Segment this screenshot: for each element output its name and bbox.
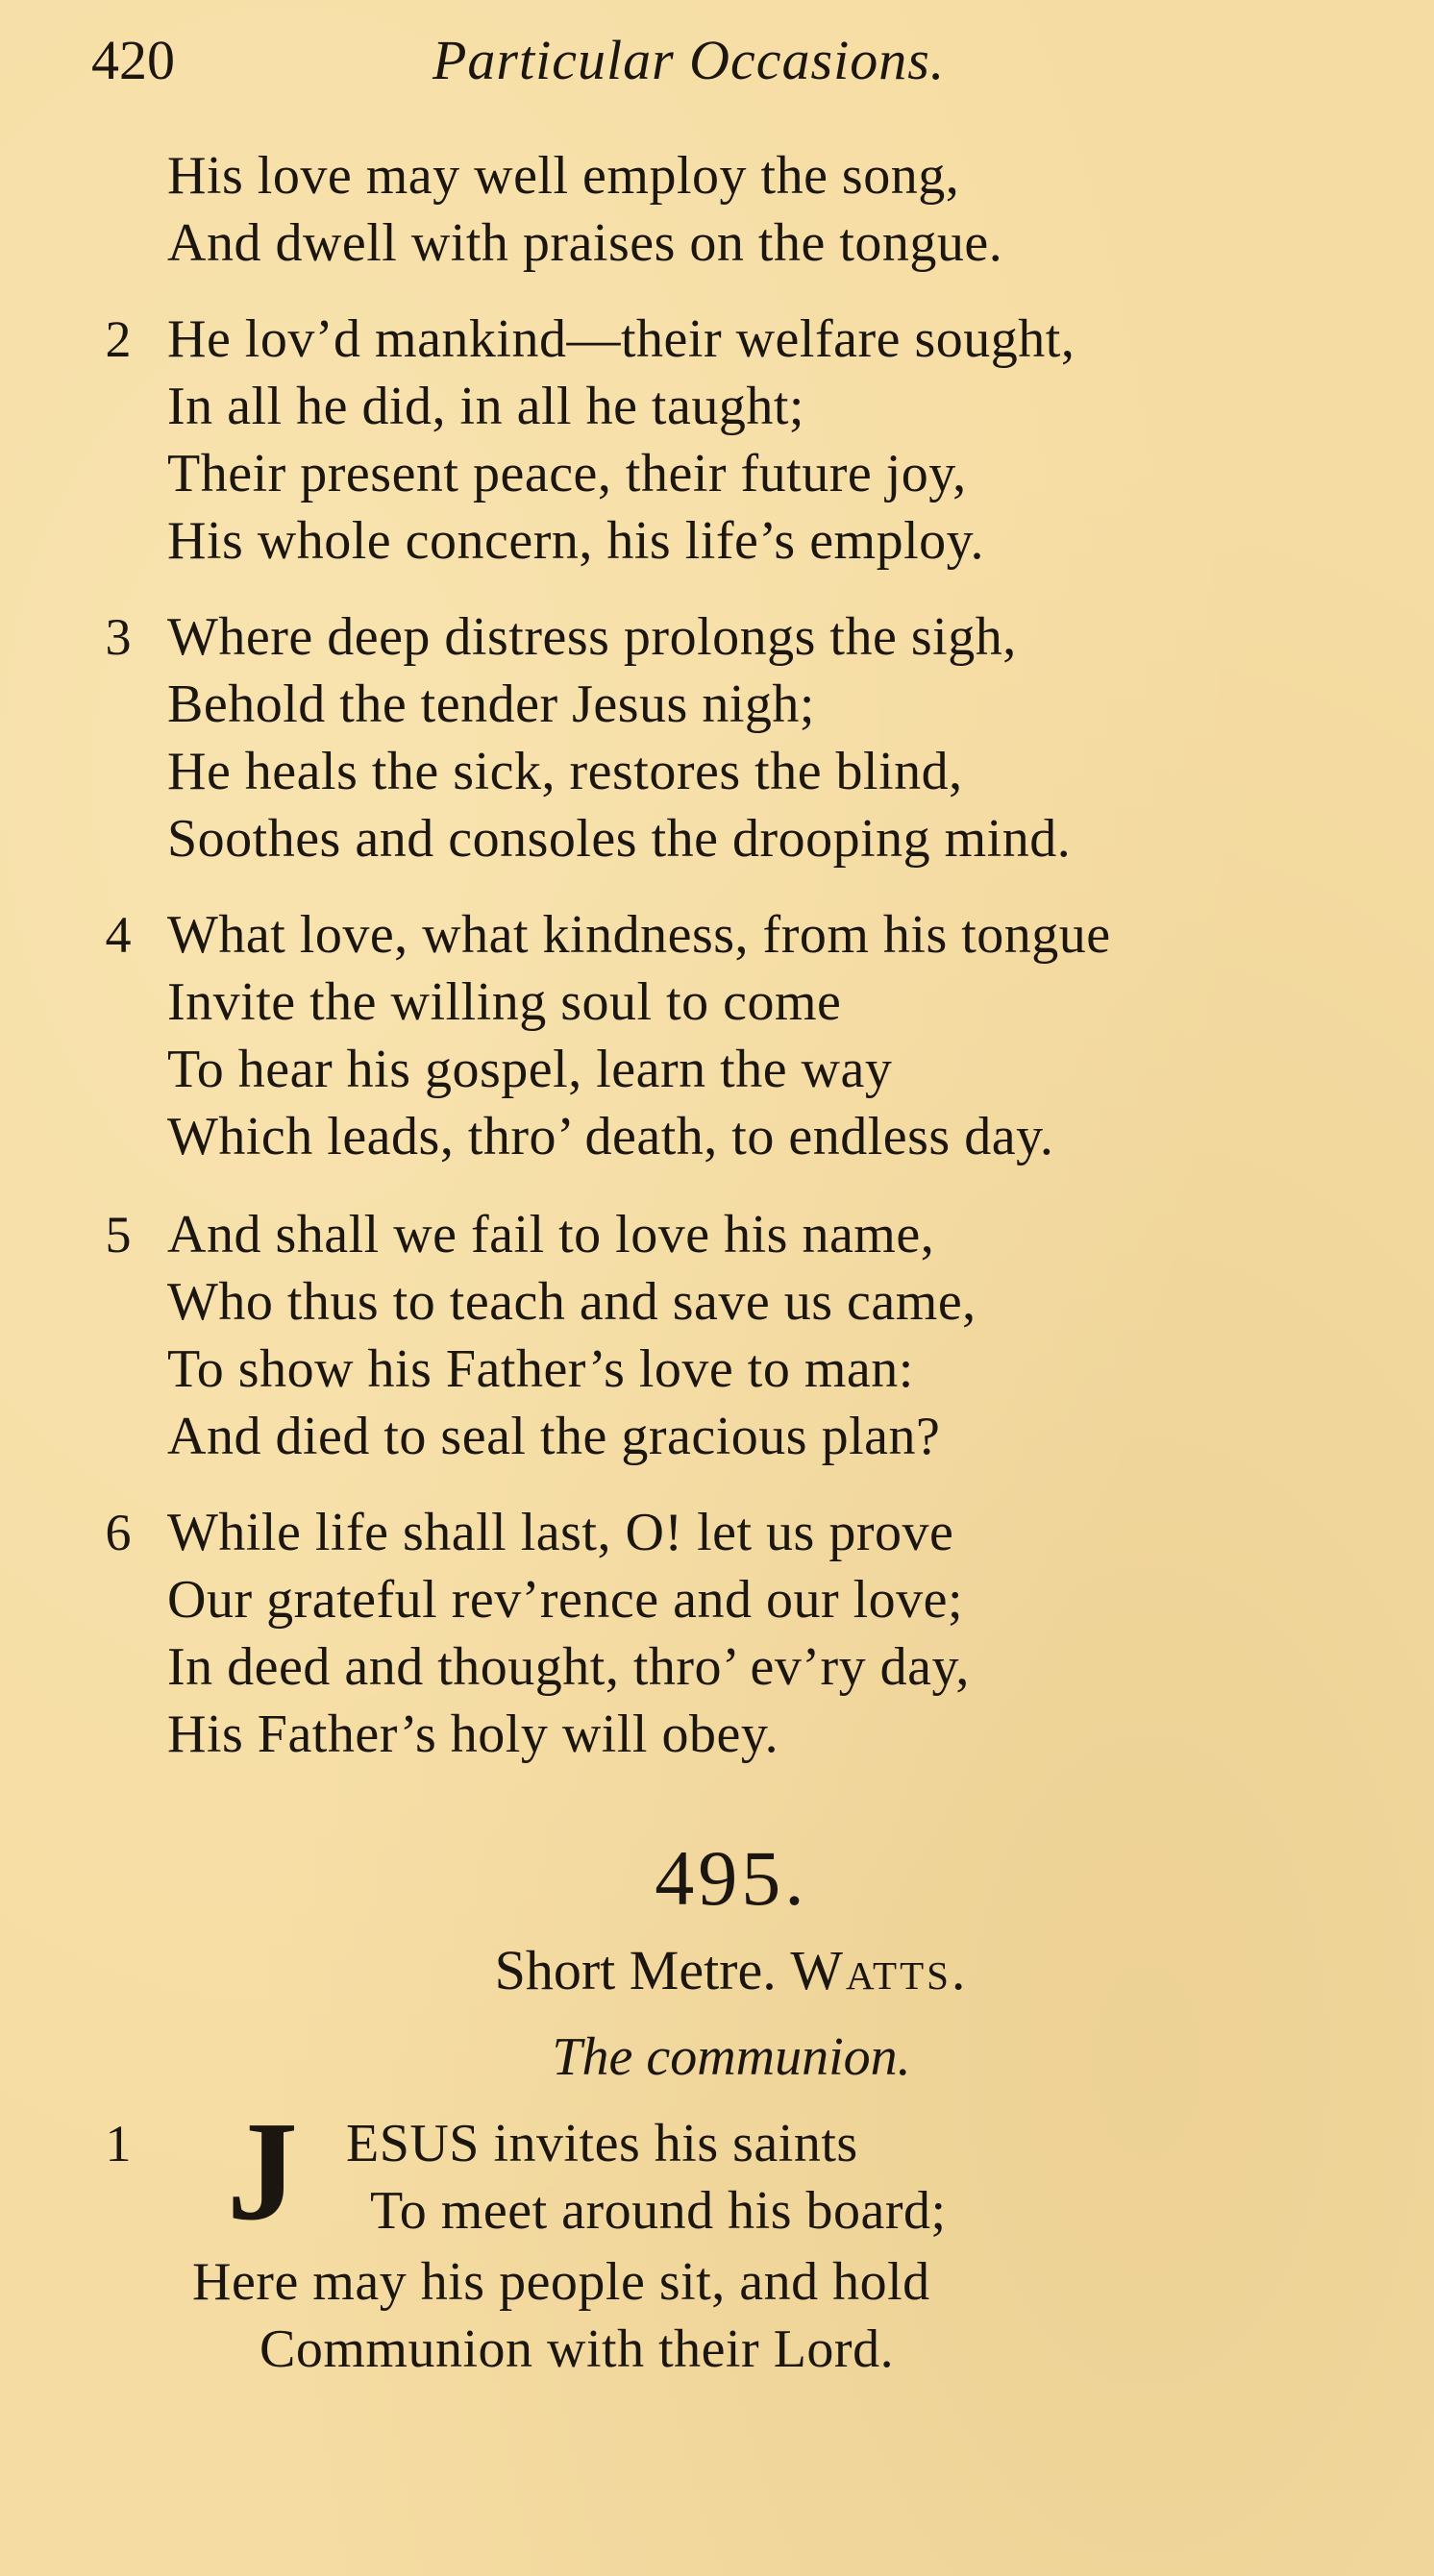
verse-line: Their present peace, their future joy, (167, 444, 967, 503)
verse-line: Which leads, thro’ death, to endless day. (167, 1107, 1054, 1166)
verse-line: His Father’s holy will obey. (167, 1705, 779, 1764)
verse-line: In all he did, in all he taught; (167, 377, 804, 436)
hymn-number: 495. (655, 1834, 808, 1922)
verse-number: 6 (105, 1504, 132, 1561)
verse-line: Communion with their Lord. (260, 2319, 895, 2379)
hymn-author: Watts. (790, 1939, 969, 2001)
page-number: 420 (91, 29, 175, 91)
verse-line: What love, what kindness, from his tongue (167, 905, 1111, 965)
verse-line: And dwell with praises on the tongue. (167, 213, 1003, 273)
verse-line: Invite the willing soul to come (167, 972, 842, 1032)
verse-number: 1 (105, 2115, 132, 2172)
verse-number: 4 (105, 906, 132, 964)
verse-number: 2 (105, 310, 132, 368)
verse-line: His whole concern, his life’s employ. (167, 511, 985, 571)
verse-line: To meet around his board; (370, 2181, 947, 2241)
verse-number: 5 (105, 1206, 132, 1263)
verse-line: Here may his people sit, and hold (192, 2252, 930, 2312)
verse-line: He lov’d mankind—their welfare sought, (167, 309, 1076, 369)
drop-cap: J (227, 2093, 298, 2250)
verse-line: And shall we fail to love his name, (167, 1205, 935, 1264)
verse-line: Where deep distress prolongs the sigh, (167, 607, 1017, 667)
running-title: Particular Occasions. (433, 29, 946, 91)
verse-line: To hear his gospel, learn the way (167, 1040, 893, 1099)
verse-line: He heals the sick, restores the blind, (167, 742, 963, 801)
page-header (91, 27, 1052, 94)
verse-line: Soothes and consoles the drooping mind. (167, 809, 1072, 869)
verse-line: Behold the tender Jesus nigh; (167, 675, 815, 734)
verse-line: Who thus to teach and save us came, (167, 1272, 977, 1332)
verse-line: Our grateful rev’rence and our love; (167, 1570, 964, 1630)
verse-line: ESUS invites his saints (346, 2114, 858, 2173)
hymn-metre-line (0, 1936, 1434, 2005)
hymn-subject: The communion. (552, 2027, 911, 2087)
hymn-metre: Short Metre. (494, 1939, 777, 2001)
verse-line: In deed and thought, thro’ ev’ry day, (167, 1637, 970, 1697)
verse-number: 3 (105, 608, 132, 666)
verse-line: His love may well employ the song, (167, 146, 960, 206)
verse-line: While life shall last, O! let us prove (167, 1503, 954, 1562)
verse-line: And died to seal the gracious plan? (167, 1407, 941, 1466)
verse-line: To show his Father’s love to man: (167, 1339, 914, 1399)
